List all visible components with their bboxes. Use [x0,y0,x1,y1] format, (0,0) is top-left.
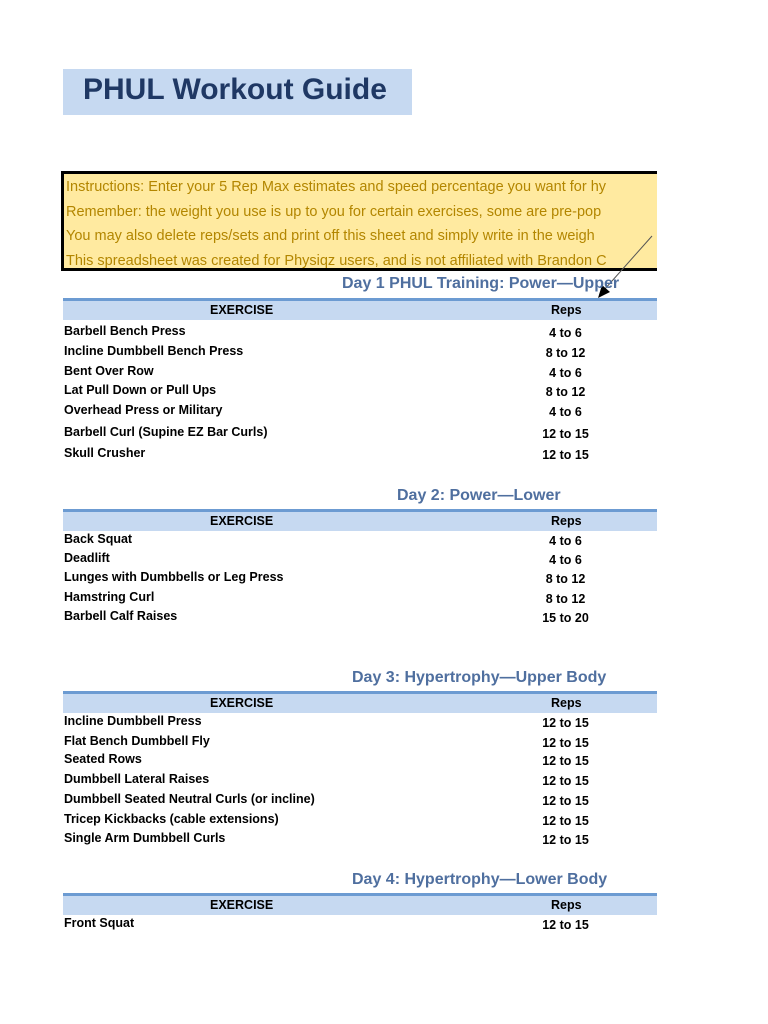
title-banner [63,69,412,115]
exercise-name: Incline Dumbbell Press [64,714,202,728]
reps-value: 12 to 15 [542,814,589,828]
reps-value: 8 to 12 [545,572,586,586]
exercise-column-header: EXERCISE [210,696,274,710]
table-row [63,570,657,589]
exercise-column-header: EXERCISE [210,514,274,528]
reps-value: 12 to 15 [542,918,589,932]
exercise-column-header: EXERCISE [210,898,274,912]
reps-column-header: Reps [551,898,582,912]
exercise-name: Overhead Press or Military [64,403,223,417]
reps-value: 12 to 15 [542,754,589,768]
reps-value: 8 to 12 [545,346,586,360]
table-row [63,532,657,551]
exercise-name: Dumbbell Lateral Raises [64,772,210,786]
table-row [63,752,657,771]
page-title: PHUL Workout Guide [83,73,387,106]
day-4-table-header [63,893,657,915]
exercise-name: Incline Dumbbell Bench Press [64,344,244,358]
table-row [63,425,657,444]
reps-value: 8 to 12 [545,385,586,399]
exercise-name: Seated Rows [64,752,142,766]
reps-value: 12 to 15 [542,448,589,462]
day-1-title: Day 1 PHUL Training: Power—Upper [342,275,620,292]
exercise-name: Single Arm Dumbbell Curls [64,831,226,845]
exercise-name: Barbell Bench Press [64,324,186,338]
instruction-line: Instructions: Enter your 5 Rep Max estimates and speed percentage you want for hy [66,179,607,195]
exercise-name: Dumbbell Seated Neutral Curls (or incline) [64,792,315,806]
table-row [63,734,657,753]
instruction-line: This spreadsheet was created for Physiqz users, and is not affiliated with Brandon C [66,253,607,269]
day-3-table-header [63,691,657,713]
reps-value: 12 to 15 [542,774,589,788]
reps-value: 4 to 6 [549,326,582,340]
reps-value: 12 to 15 [542,736,589,750]
table-row [63,609,657,628]
table-row [63,551,657,570]
table-row [63,364,657,383]
reps-column-header: Reps [551,514,582,528]
table-row [63,812,657,831]
exercise-name: Barbell Calf Raises [64,609,178,623]
reps-column-header: Reps [551,303,582,317]
reps-value: 12 to 15 [542,794,589,808]
day-3-title: Day 3: Hypertrophy—Upper Body [352,669,607,686]
exercise-name: Lunges with Dumbbells or Leg Press [64,570,284,584]
day-4-title: Day 4: Hypertrophy—Lower Body [352,871,608,888]
instruction-line: You may also delete reps/sets and print off this sheet and simply write in the weigh [66,228,595,244]
table-row [63,772,657,791]
table-row [63,324,657,343]
table-row [63,714,657,733]
exercise-name: Barbell Curl (Supine EZ Bar Curls) [64,425,268,439]
reps-value: 12 to 15 [542,427,589,441]
exercise-name: Bent Over Row [64,364,154,378]
reps-value: 15 to 20 [542,611,589,625]
instruction-line: Remember: the weight you use is up to you for certain exercises, some are pre-pop [66,204,602,220]
exercise-name: Front Squat [64,916,135,930]
table-row [63,590,657,609]
table-row [63,916,657,935]
reps-value: 4 to 6 [549,366,582,380]
exercise-name: Back Squat [64,532,133,546]
exercise-name: Tricep Kickbacks (cable extensions) [64,812,279,826]
table-row [63,792,657,811]
reps-value: 4 to 6 [549,405,582,419]
table-row [63,344,657,363]
exercise-column-header: EXERCISE [210,303,274,317]
reps-value: 4 to 6 [549,534,582,548]
reps-value: 8 to 12 [545,592,586,606]
exercise-name: Flat Bench Dumbbell Fly [64,734,210,748]
reps-column-header: Reps [551,696,582,710]
reps-value: 12 to 15 [542,833,589,847]
table-row [63,831,657,850]
instructions-box [61,171,681,271]
day-2-table-header [63,509,657,531]
exercise-name: Hamstring Curl [64,590,155,604]
day-1-table-header [63,298,657,320]
comment-arrow-icon [590,228,670,308]
table-row [63,383,657,402]
exercise-name: Lat Pull Down or Pull Ups [64,383,217,397]
page-margin [657,160,768,1024]
reps-value: 4 to 6 [549,553,582,567]
reps-value: 12 to 15 [542,716,589,730]
exercise-name: Deadlift [64,551,110,565]
table-row [63,403,657,422]
exercise-name: Skull Crusher [64,446,146,460]
table-row [63,446,657,465]
day-2-title: Day 2: Power—Lower [397,487,561,504]
